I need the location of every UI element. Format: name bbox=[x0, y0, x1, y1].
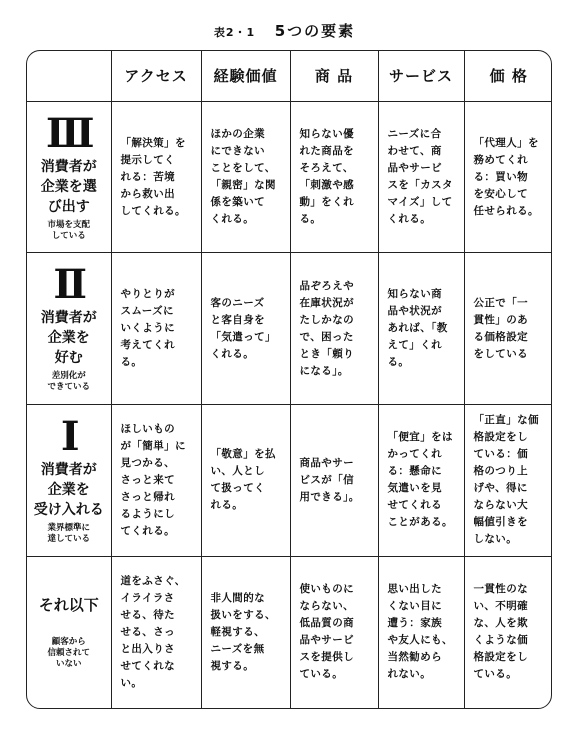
table-number: 表2・1 bbox=[213, 26, 256, 39]
level-note: 業界標準に 達している bbox=[47, 522, 90, 544]
level-3-heading bbox=[27, 101, 111, 253]
table-row-level-2 bbox=[27, 253, 552, 405]
roman-numeral-1: Ⅰ bbox=[60, 412, 77, 460]
cell-below-product: 使いものに ならない、 低品質の商 品やサービ スを提供し ている。 bbox=[299, 583, 354, 681]
cell-level3-price: 「代理人」を 務めてくれ る：買い物 を安心して 任せられる。 bbox=[473, 136, 539, 217]
cell-below-access: 道をふさぐ、 イライラさ せる、待た せる、さっ と出入りさ せてくれな い。 bbox=[120, 574, 186, 689]
level-title: 消費者が 企業を選 び出す bbox=[40, 158, 97, 215]
cell-level2-service: 知らない商 品や状況が あれば、「教 えて」くれる。 bbox=[387, 288, 448, 369]
roman-numeral-2: Ⅱ bbox=[53, 261, 85, 309]
cell-level1-experience: 「敬意」を払 い、人とし て扱ってく れる。 bbox=[210, 448, 276, 512]
cell-below-experience: 非人間的な 扱いをする、 軽視する、 ニーズを無 視する。 bbox=[210, 591, 276, 672]
header-product: 商 品 bbox=[290, 51, 378, 101]
table-row-level-3 bbox=[27, 101, 552, 253]
cell-level3-product: 知らない優 れた商品を そろえて、 「刺激や感 動」をくれる。 bbox=[299, 128, 354, 226]
level-2-heading bbox=[27, 253, 111, 405]
level-note: 顧客から 信頼されて いない bbox=[47, 637, 90, 670]
cell-level2-price: 公正で「一 貫性」のあ る価格設定 をしている bbox=[473, 296, 528, 360]
cell-level1-price: 「正直」な価 格設定をし ている：価 格のつり上 げや、得に ならない大 幅値引きを しない。 bbox=[473, 414, 539, 546]
cell-level1-access: ほしいもの が「簡単」に 見つかる、 さっと来て さっと帰れ るようにし てくれる。 bbox=[120, 422, 186, 537]
header-service: サービス bbox=[378, 51, 464, 101]
roman-numeral-3: Ⅲ bbox=[45, 109, 92, 157]
cell-level3-access: 「解決策」を 提示してく れる：苦境 から救い出 してくれる。 bbox=[120, 136, 186, 217]
header-row bbox=[27, 51, 552, 101]
level-title: 消費者が 企業を 好む bbox=[40, 310, 97, 367]
cell-level2-product: 品ぞろえや 在庫状況が たしかなの で、困った とき「頼り になる」。 bbox=[299, 279, 354, 377]
table-title: 5つの要素 bbox=[274, 22, 356, 40]
elements-table bbox=[26, 50, 552, 709]
cell-below-service: 思い出した くない目に 遭う：家族 や友人にも、 当然勧めら れない。 bbox=[387, 583, 453, 681]
level-note: 差別化が できている bbox=[47, 371, 90, 393]
cell-level1-service: 「便宜」をは かってくれ る：懸命に 気遣いを見 せてくれる ことがある。 bbox=[387, 431, 453, 529]
cell-level2-access: やりとりが スムーズに いくように 考えてくれ る。 bbox=[120, 288, 175, 369]
level-note: 市場を支配 している bbox=[47, 219, 90, 241]
level-title: それ以下 bbox=[38, 596, 99, 615]
cell-below-price: 一貫性のな い、不明確 な、人を欺 くような価 格設定をし ている。 bbox=[473, 583, 528, 681]
corner-cell bbox=[27, 51, 111, 101]
cell-level3-service: ニーズに合 わせて、商 品やサービ スを「カスタ マイズ」して くれる。 bbox=[387, 128, 453, 226]
header-access: アクセス bbox=[111, 51, 201, 101]
table-caption bbox=[0, 20, 569, 41]
table-row-level-1 bbox=[27, 405, 552, 557]
level-1-heading bbox=[27, 405, 111, 557]
header-price: 価 格 bbox=[464, 51, 552, 101]
header-experience: 経験価値 bbox=[201, 51, 290, 101]
below-level-heading bbox=[27, 556, 111, 708]
cell-level3-experience: ほかの企業 にできない ことをして、 「親密」な関 係を築いて くれる。 bbox=[210, 128, 276, 226]
table-row-below bbox=[27, 556, 552, 708]
cell-level2-experience: 客のニーズ と客自身を 「気遣って」 くれる。 bbox=[210, 296, 276, 360]
cell-level1-product: 商品やサー ビスが「信 用できる」。 bbox=[299, 456, 360, 503]
level-title: 消費者が 企業を 受け入れる bbox=[33, 461, 104, 518]
